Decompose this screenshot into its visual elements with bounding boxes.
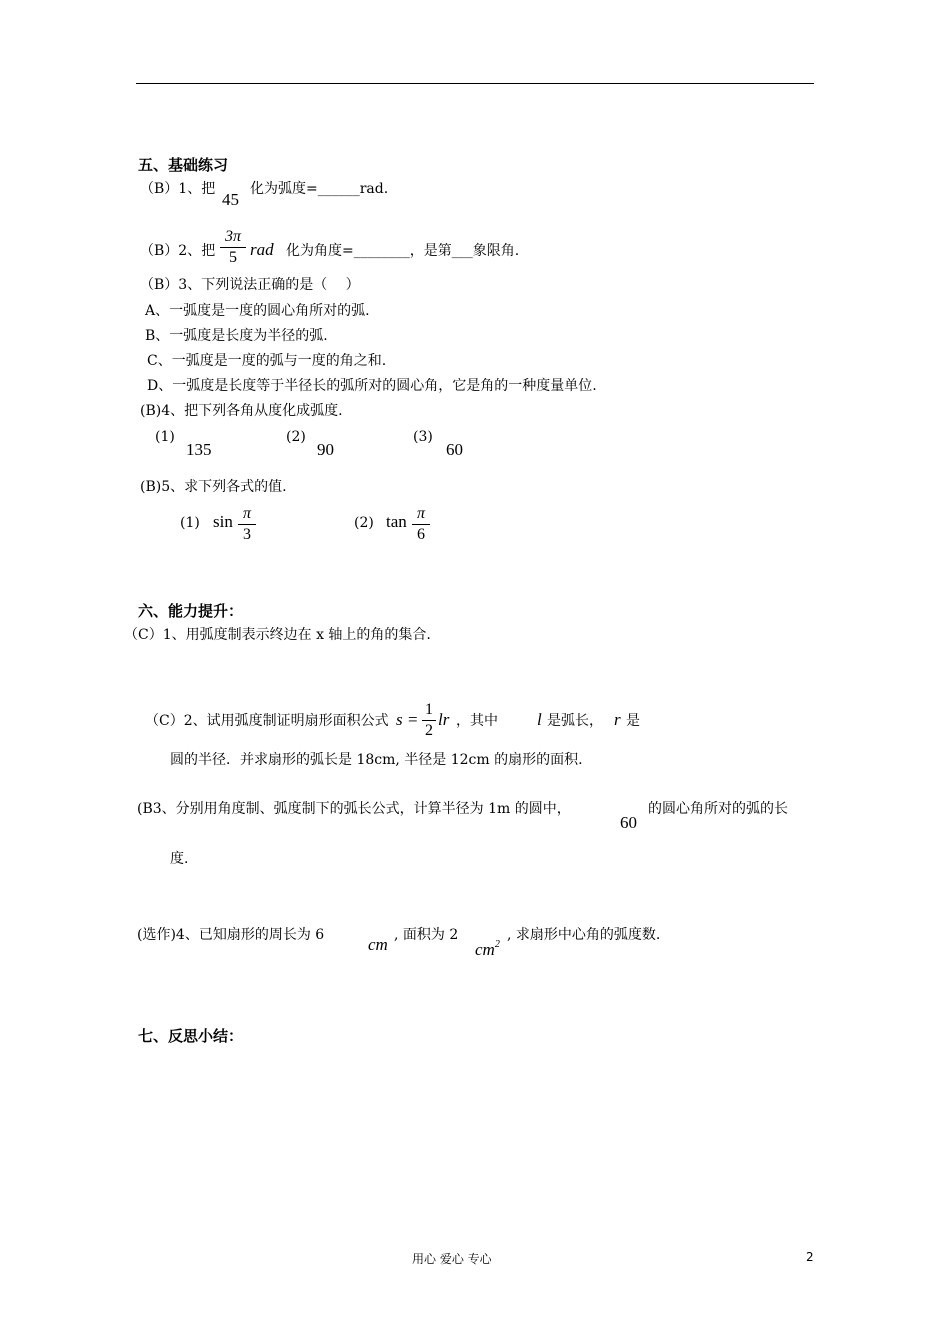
section7-heading: 七、反思小结： [138,1027,244,1045]
q5-5-item1-den: 3 [243,526,251,543]
q5-5-item1-label: (1) [180,515,200,531]
q6-3-suffix: 的圆心角所对的弧的长 [648,801,788,817]
q5-4-item3-value: 60 [446,440,463,459]
q6-4-prefix: (选作)4、已知扇形的周长为 6 [137,927,325,943]
q5-5-item2-fraction [412,505,430,544]
q5-2-frac-den: 5 [229,249,237,266]
q5-3-stem: （B）3、下列说法正确的是（ ） [140,277,360,293]
q6-2-lr: lr [438,710,450,729]
q6-3-prefix: (B3、分别用角度制、弧度制下的弧长公式，计算半径为 1m 的圆中， [137,801,571,817]
q5-5-item2-bar [412,524,430,525]
q6-2-line2: 圆的半径．并求扇形的弧长是 18cm, 半径是 12cm 的扇形的面积. [170,752,583,768]
q6-2-frac-bar [422,720,436,721]
q6-1-text: （C）1、用弧度制表示终边在 x 轴上的角的集合. [124,627,431,643]
q6-2-end: 是 [626,713,640,729]
q6-3-value: 60 [620,813,637,832]
q6-4-mid: , 面积为 2 [394,927,459,943]
q5-2-frac-num: 3π [224,228,241,245]
section6-heading: 六、能力提升： [138,602,244,620]
q6-2-mid2: 是弧长， [547,713,603,729]
q6-2-s: s [396,710,403,729]
q6-3-line2: 度. [170,851,189,867]
q5-4-item3-label: (3) [413,429,433,445]
q5-1-prefix: （B）1、把 [140,181,216,197]
q5-5-item2-den: 6 [417,526,425,543]
q6-4-unit1: cm [368,935,388,954]
q5-1-value: 45 [222,190,239,209]
q5-2-unit: rad [250,240,274,259]
q5-5-item1-num: π [242,505,251,522]
q5-4-item2-label: (2) [286,429,306,445]
q5-4-stem: (B)4、把下列各角从度化成弧度. [140,403,343,419]
q5-4-item1-value: 135 [186,440,212,459]
q5-2-suffix: 化为角度=________，是第___象限角. [286,243,520,259]
header-rule [136,83,814,84]
q5-5-item1-fraction [238,505,256,544]
q5-5-item1-bar [238,524,256,525]
q5-4-item1-label: (1) [155,429,175,445]
section5-heading: 五、基础练习 [138,156,229,174]
q6-2-fraction [422,701,436,740]
q5-3-option-d: D、一弧度是长度等于半径长的弧所对的圆心角，它是角的一种度量单位. [147,378,597,394]
q5-3-option-a: A、一弧度是一度的圆心角所对的弧. [145,303,370,319]
q5-5-item2-label: (2) [354,515,374,531]
q6-2-eq: = [408,710,418,729]
q5-4-item2-value: 90 [317,440,334,459]
q6-4-unit2-base: cm [475,940,495,959]
q6-4-unit2-sup: 2 [494,939,500,950]
q6-4-suffix: , 求扇形中心角的弧度数. [507,927,661,943]
q6-2-l: l [537,710,542,729]
q5-2-prefix: （B）2、把 [140,243,216,259]
q5-5-item1-func: sin [213,512,233,531]
q6-2-frac-den: 2 [425,722,433,739]
q6-2-frac-num: 1 [425,701,433,718]
q5-2-fraction [220,228,246,267]
q6-4-unit2 [475,940,500,960]
footer-slogan: 用心 爱心 专心 [412,1252,492,1266]
q6-2-r: r [614,710,621,729]
q5-5-stem: (B)5、求下列各式的值. [140,479,287,495]
q6-2-prefix: （C）2、试用弧度制证明扇形面积公式 [145,713,389,729]
q6-2-mid: ，其中 [456,713,498,729]
q5-3-option-c: C、一弧度是一度的弧与一度的角之和. [147,353,387,369]
q5-3-option-b: B、一弧度是长度为半径的弧. [145,328,328,344]
q5-5-item2-func: tan [386,512,407,531]
q5-1-suffix: 化为弧度=______rad. [250,181,389,197]
q5-2-frac-bar [220,247,246,248]
page-number: 2 [806,1250,814,1264]
q5-5-item2-num: π [416,505,425,522]
